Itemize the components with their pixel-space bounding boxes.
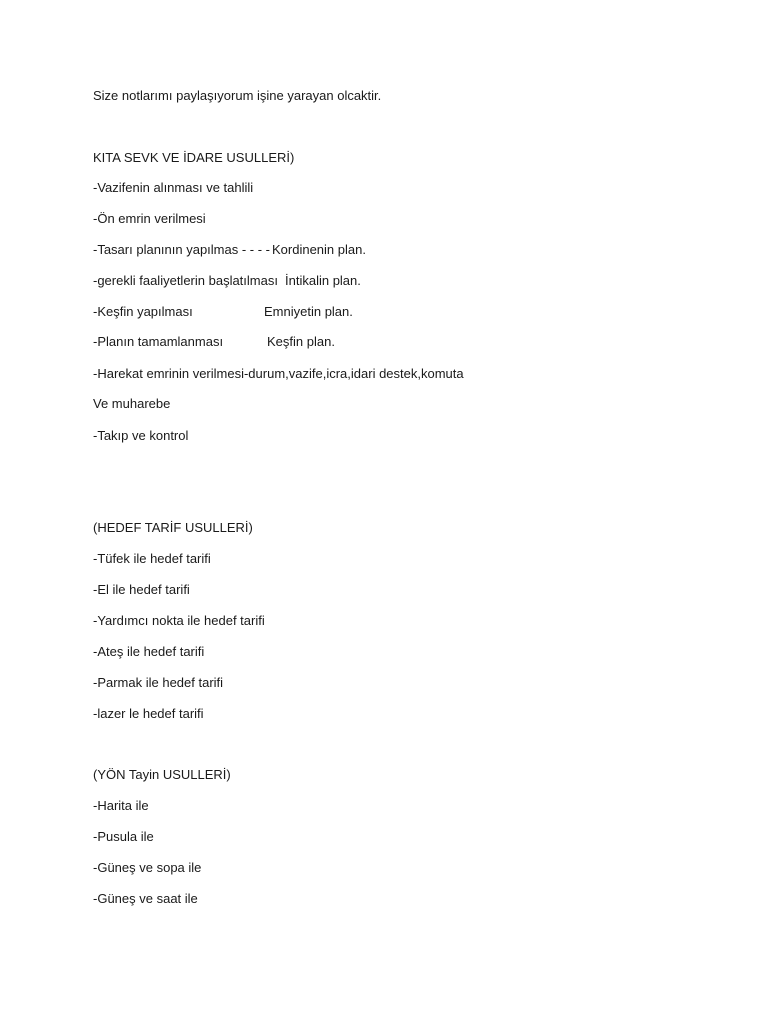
list-item: -Harita ile [93,798,149,813]
list-item: -Pusula ile [93,829,154,844]
section-title-yon-tayin: (YÖN Tayin USULLERİ) [93,767,231,782]
list-item: -Tasarı planının yapılmas - - - - [93,242,270,257]
list-item: -Yardımcı nokta ile hedef tarifi [93,613,265,628]
list-item: -Parmak ile hedef tarifi [93,675,224,690]
list-item: -Vazifenin alınması ve tahlili [93,180,254,195]
list-item: -Harekat emrinin verilmesi-durum,vazife,icra,idari destek,komuta [93,366,464,381]
list-item: -lazer le hedef tarifi [93,706,204,721]
list-item: -Keşfin yapılması [93,304,193,319]
section-title-kita-sevk: KITA SEVK VE İDARE USULLERİ) [93,150,295,165]
list-item: Ve muharebe [93,396,171,411]
section-title-hedef-tarif: (HEDEF TARİF USULLERİ) [93,520,253,535]
list-item: -El ile hedef tarifi [93,582,190,597]
list-item: -Tüfek ile hedef tarifi [93,551,211,566]
plan-label: Emniyetin plan. [264,304,353,319]
list-item: -Ateş ile hedef tarifi [93,644,205,659]
plan-label: İntikalin plan. [285,273,361,288]
list-item: -gerekli faaliyetlerin başlatılması [93,273,278,288]
list-item: -Güneş ve saat ile [93,891,198,906]
list-item: -Takıp ve kontrol [93,428,189,443]
intro-text: Size notlarımı paylaşıyorum işine yarayan olcaktir. [93,88,382,103]
plan-label: Keşfin plan. [267,334,335,349]
list-item: -Planın tamamlanması [93,334,224,349]
list-item: -Güneş ve sopa ile [93,860,202,875]
plan-label: Kordinenin plan. [272,242,366,257]
list-item: -Ön emrin verilmesi [93,211,206,226]
